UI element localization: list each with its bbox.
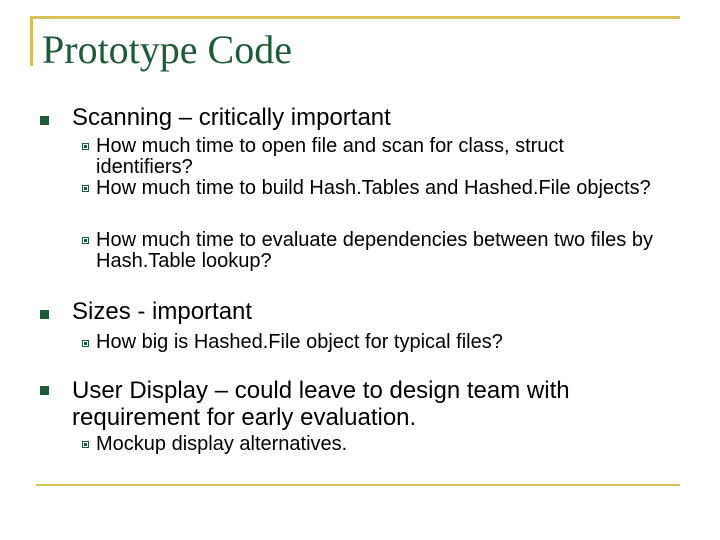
square-bullet-icon (40, 386, 49, 395)
sub-bullet-text: How big is Hashed.File object for typical files? (96, 331, 503, 353)
square-bullet-icon (40, 116, 49, 125)
bullet-text: User Display – could leave to design team with requirement for early evaluation. (72, 377, 570, 431)
square-bullet-icon (40, 310, 49, 319)
hollow-square-bullet-icon (82, 441, 89, 448)
sub-bullet-text: Mockup display alternatives. (96, 433, 348, 455)
sub-bullet-text: How much time to evaluate dependencies between two files by Hash.Table lookup? (96, 229, 653, 272)
sub-bullet-text: How much time to open file and scan for class, struct identifiers? (96, 135, 564, 178)
hollow-square-bullet-icon (82, 340, 89, 347)
bullet-text: Scanning – critically important (72, 104, 391, 131)
bullet-text: Sizes - important (72, 298, 253, 325)
hollow-square-bullet-icon (82, 143, 89, 150)
sub-bullet-text: How much time to build Hash.Tables and Hashed.File objects? (96, 177, 651, 199)
hollow-square-bullet-icon (82, 185, 89, 192)
bottom-rule (36, 484, 680, 486)
hollow-square-bullet-icon (82, 237, 89, 244)
slide-title: Prototype Code (42, 27, 292, 72)
